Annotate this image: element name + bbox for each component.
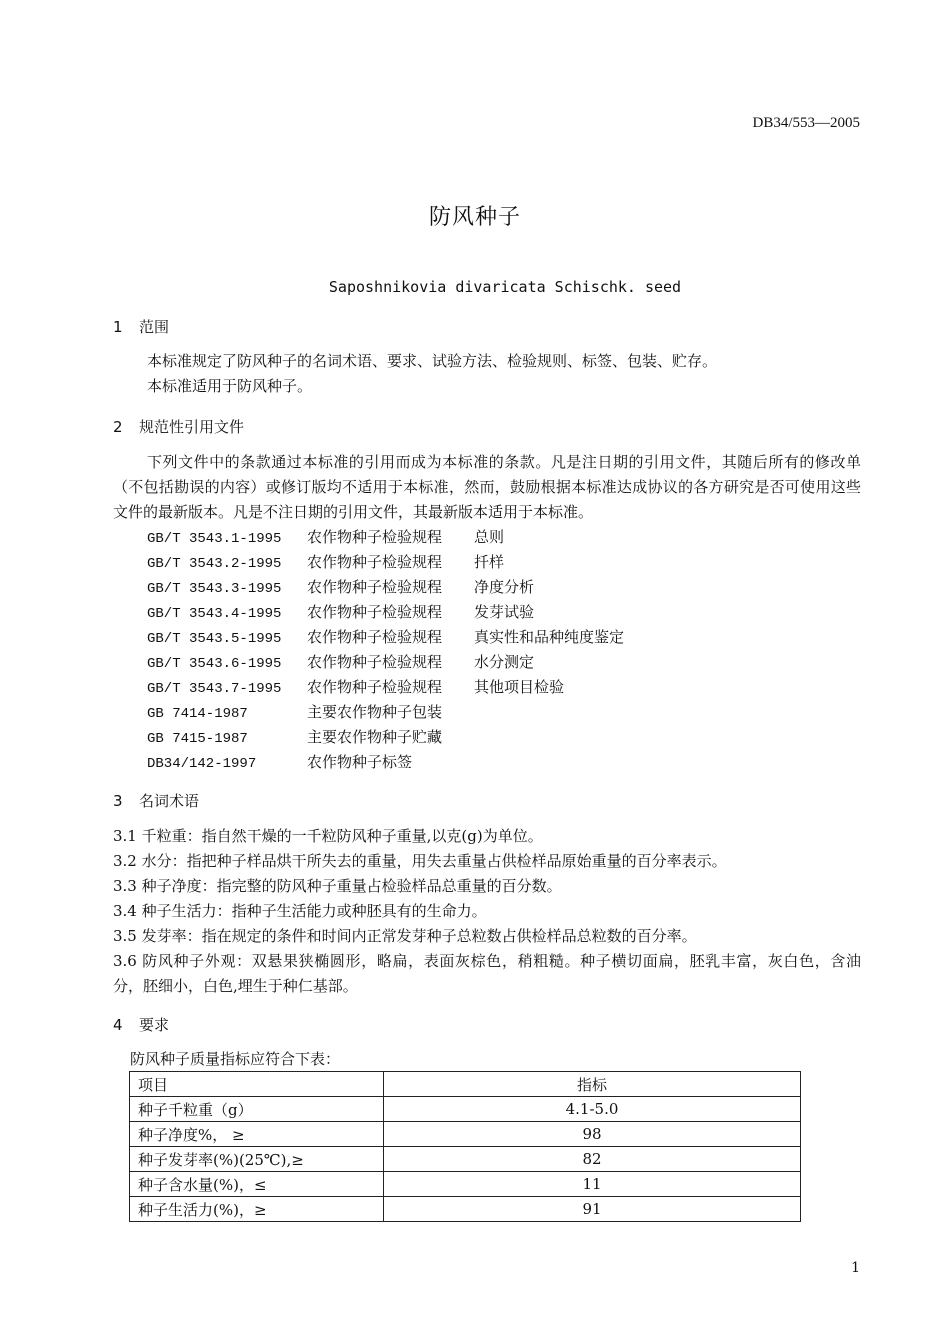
reference-code: GB/T 3543.2-1995 <box>147 556 282 572</box>
term-definitions <box>113 824 861 999</box>
term-item: 3.5 发芽率：指在规定的条件和时间内正常发芽种子总粒数占供检样品总粒数的百分率。 <box>113 927 697 945</box>
section-2-intro: 下列文件中的条款通过本标准的引用而成为本标准的条款。凡是注日期的引用文件，其随后所有的修改单（不包括勘误的内容）或修订版均不适用于本标准，然而，鼓励根据本标准达成协议的各方研究是否可使用这些文件的最新版本。凡是不注日期的引用文件，其最新版本适用于本标准。 <box>113 453 861 521</box>
section-title: 规范性引用文件 <box>139 418 245 436</box>
reference-list <box>147 525 624 775</box>
reference-item <box>147 650 624 675</box>
reference-code: DB34/142-1997 <box>147 756 257 772</box>
reference-item <box>147 525 624 550</box>
reference-code: GB/T 3543.6-1995 <box>147 656 282 672</box>
reference-part: 真实性和品种纯度鉴定 <box>474 628 625 646</box>
section-title: 名词术语 <box>139 792 200 810</box>
section-3-heading <box>113 790 199 811</box>
section-title: 要求 <box>139 1016 170 1034</box>
latin-subtitle: Saposhnikovia divaricata Schischk. seed <box>328 278 682 296</box>
reference-name: 农作物种子检验规程 <box>307 603 443 621</box>
reference-item <box>147 575 624 600</box>
table-cell: 种子含水量(%)，≤ <box>130 1172 384 1197</box>
table-row <box>130 1197 801 1222</box>
table-cell: 4.1-5.0 <box>384 1097 801 1122</box>
reference-item <box>147 625 624 650</box>
reference-name: 农作物种子标签 <box>307 753 413 771</box>
reference-item <box>147 750 624 775</box>
term-item: 3.6 防风种子外观：双悬果狭椭圆形，略扁，表面灰棕色，稍粗糙。种子横切面扁，胚乳丰富，灰白色，含油分，胚细小，白色,埋生于种仁基部。 <box>113 952 861 995</box>
reference-part: 其他项目检验 <box>474 678 565 696</box>
term-item: 3.2 水分：指把种子样品烘干所失去的重量，用失去重量占供检样品原始重量的百分率表示。 <box>113 852 727 870</box>
table-cell: 91 <box>384 1197 801 1222</box>
table-header-row <box>130 1072 801 1097</box>
page-title: 防风种子 <box>428 205 521 230</box>
table-cell: 82 <box>384 1147 801 1172</box>
document-number: DB34/553—2005 <box>752 115 860 131</box>
table-header-cell: 项目 <box>130 1072 384 1097</box>
reference-name: 主要农作物种子包装 <box>307 703 443 721</box>
section-number: 2 <box>113 418 123 436</box>
section-number: 3 <box>113 792 123 810</box>
term-item: 3.3 种子净度：指完整的防风种子重量占检验样品总重量的百分数。 <box>113 877 562 895</box>
table-row <box>130 1097 801 1122</box>
term-item: 3.4 种子生活力：指种子生活能力或种胚具有的生命力。 <box>113 902 487 920</box>
table-cell: 种子发芽率(%)(25℃),≥ <box>130 1147 384 1172</box>
reference-code: GB 7415-1987 <box>147 731 248 747</box>
table-row <box>130 1147 801 1172</box>
reference-part: 水分测定 <box>474 653 535 671</box>
term-item: 3.1 千粒重：指自然干燥的一千粒防风种子重量,以克(g)为单位。 <box>113 827 543 845</box>
reference-code: GB 7414-1987 <box>147 706 248 722</box>
reference-code: GB/T 3543.3-1995 <box>147 581 282 597</box>
reference-item <box>147 550 624 575</box>
reference-item <box>147 600 624 625</box>
reference-part: 净度分析 <box>474 578 535 596</box>
reference-name: 农作物种子检验规程 <box>307 578 443 596</box>
quality-table <box>129 1071 801 1222</box>
reference-part: 发芽试验 <box>474 603 535 621</box>
table-cell: 种子净度%， ≥ <box>130 1122 384 1147</box>
table-cell: 种子千粒重（g） <box>130 1097 384 1122</box>
reference-name: 农作物种子检验规程 <box>307 528 443 546</box>
table-row <box>130 1172 801 1197</box>
section-number: 1 <box>113 318 123 336</box>
reference-name: 农作物种子检验规程 <box>307 628 443 646</box>
reference-code: GB/T 3543.5-1995 <box>147 631 282 647</box>
reference-name: 主要农作物种子贮藏 <box>307 728 443 746</box>
table-cell: 11 <box>384 1172 801 1197</box>
section-4-heading <box>113 1014 169 1035</box>
reference-part: 总则 <box>474 528 505 546</box>
reference-code: GB/T 3543.7-1995 <box>147 681 282 697</box>
table-header-cell: 指标 <box>384 1072 801 1097</box>
table-row <box>130 1122 801 1147</box>
section-1-heading <box>113 316 169 337</box>
page-number: 1 <box>851 1260 860 1276</box>
section-title: 范围 <box>139 318 170 336</box>
table-cell: 98 <box>384 1122 801 1147</box>
section-2-heading <box>113 416 244 437</box>
section-1-body <box>147 349 717 399</box>
reference-code: GB/T 3543.1-1995 <box>147 531 282 547</box>
table-cell: 种子生活力(%)，≥ <box>130 1197 384 1222</box>
reference-item <box>147 700 624 725</box>
section-number: 4 <box>113 1016 123 1034</box>
reference-name: 农作物种子检验规程 <box>307 653 443 671</box>
paragraph: 本标准规定了防风种子的名词术语、要求、试验方法、检验规则、标签、包装、贮存。 <box>147 352 718 370</box>
reference-part: 扦样 <box>474 553 505 571</box>
reference-name: 农作物种子检验规程 <box>307 553 443 571</box>
reference-name: 农作物种子检验规程 <box>307 678 443 696</box>
table-caption: 防风种子质量指标应符合下表： <box>130 1050 341 1068</box>
reference-code: GB/T 3543.4-1995 <box>147 606 282 622</box>
paragraph: 本标准适用于防风种子。 <box>147 377 313 395</box>
reference-item <box>147 675 624 700</box>
reference-item <box>147 725 624 750</box>
